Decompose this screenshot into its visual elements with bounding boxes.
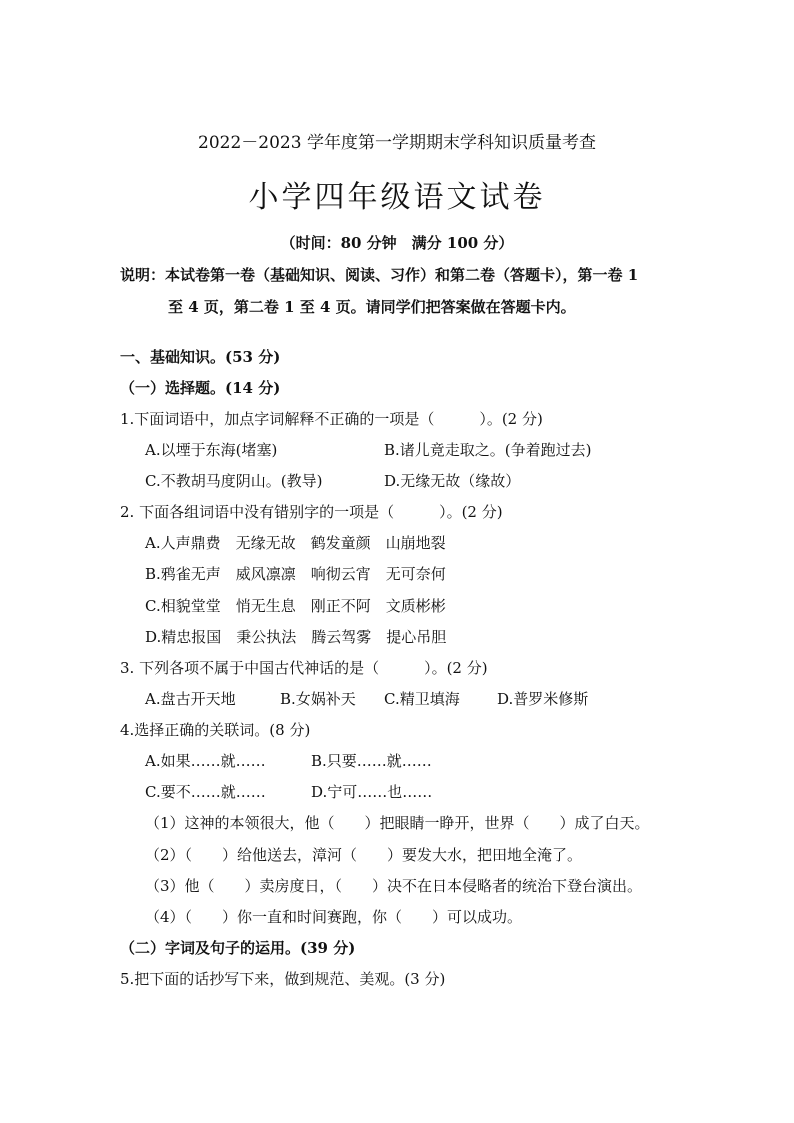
question-2-option-a: A.人声鼎费 无缘无故 鹤发童颜 山崩地裂 xyxy=(145,534,446,552)
question-5-stem: 5.把下面的话抄写下来，做到规范、美观。(3 分) xyxy=(120,970,446,988)
question-4-option-d: D.宁可……也…… xyxy=(311,783,433,801)
question-4-option-b: B.只要……就…… xyxy=(311,752,432,770)
question-1-option-c: C.不教胡马度阴山。(教导) xyxy=(145,472,323,490)
question-2-stem: 2. 下面各组词语中没有错别字的一项是（ ）。(2 分) xyxy=(120,503,503,521)
question-1-stem: 1.下面词语中，加点字词解释不正确的一项是（ ）。(2 分) xyxy=(120,410,543,428)
subsection-heading-choice: （一）选择题。(14 分) xyxy=(120,379,281,397)
instructions-line-1: 说明：本试卷第一卷（基础知识、阅读、习作）和第二卷（答题卡），第一卷 1 xyxy=(120,266,639,284)
question-4-option-a: A.如果……就…… xyxy=(145,752,266,770)
question-2-option-b: B.鸦雀无声 威风凛凛 响彻云宵 无可奈何 xyxy=(145,565,446,583)
question-3-option-a: A.盘古开天地 xyxy=(145,690,236,708)
exam-title: 小学四年级语文试卷 xyxy=(248,180,546,215)
question-2-option-d: D.精忠报国 秉公执法 腾云驾雾 提心吊胆 xyxy=(145,628,447,646)
question-3-option-b: B.女娲补天 xyxy=(280,690,356,708)
question-1-option-d: D.无缘无故（缘故） xyxy=(384,472,521,490)
exam-subtitle: 2022－2023 学年度第一学期期末学科知识质量考查 xyxy=(198,133,596,153)
exam-meta: （时间：80 分钟 满分 100 分） xyxy=(280,234,514,252)
question-4-sentence-4: （4）（ ）你一直和时间赛跑，你（ ）可以成功。 xyxy=(145,908,523,926)
subsection-heading-usage: （二）字词及句子的运用。(39 分) xyxy=(120,939,356,957)
question-4-sentence-1: （1）这神的本领很大，他（ ）把眼睛一睁开，世界（ ）成了白天。 xyxy=(145,814,650,832)
section-heading: 一、基础知识。(53 分) xyxy=(120,348,281,366)
question-1-option-a: A.以堙于东海(堵塞) xyxy=(145,441,278,459)
question-1-option-b: B.诸儿竟走取之。(争着跑过去) xyxy=(384,441,592,459)
question-3-option-d: D.普罗米修斯 xyxy=(497,690,589,708)
question-4-stem: 4.选择正确的关联词。(8 分) xyxy=(120,721,311,739)
question-3-stem: 3. 下列各项不属于中国古代神话的是（ ）。(2 分) xyxy=(120,659,488,677)
instructions-line-2: 至 4 页，第二卷 1 至 4 页。请同学们把答案做在答题卡内。 xyxy=(168,298,576,316)
question-4-option-c: C.要不……就…… xyxy=(145,783,266,801)
question-3-option-c: C.精卫填海 xyxy=(384,690,460,708)
question-4-sentence-3: （3）他（ ）卖房度日，（ ）决不在日本侵略者的统治下登台演出。 xyxy=(145,877,643,895)
question-4-sentence-2: （2）（ ）给他送去，漳河（ ）要发大水，把田地全淹了。 xyxy=(145,846,583,864)
question-2-option-c: C.相貌堂堂 悄无生息 刚正不阿 文质彬彬 xyxy=(145,597,446,615)
